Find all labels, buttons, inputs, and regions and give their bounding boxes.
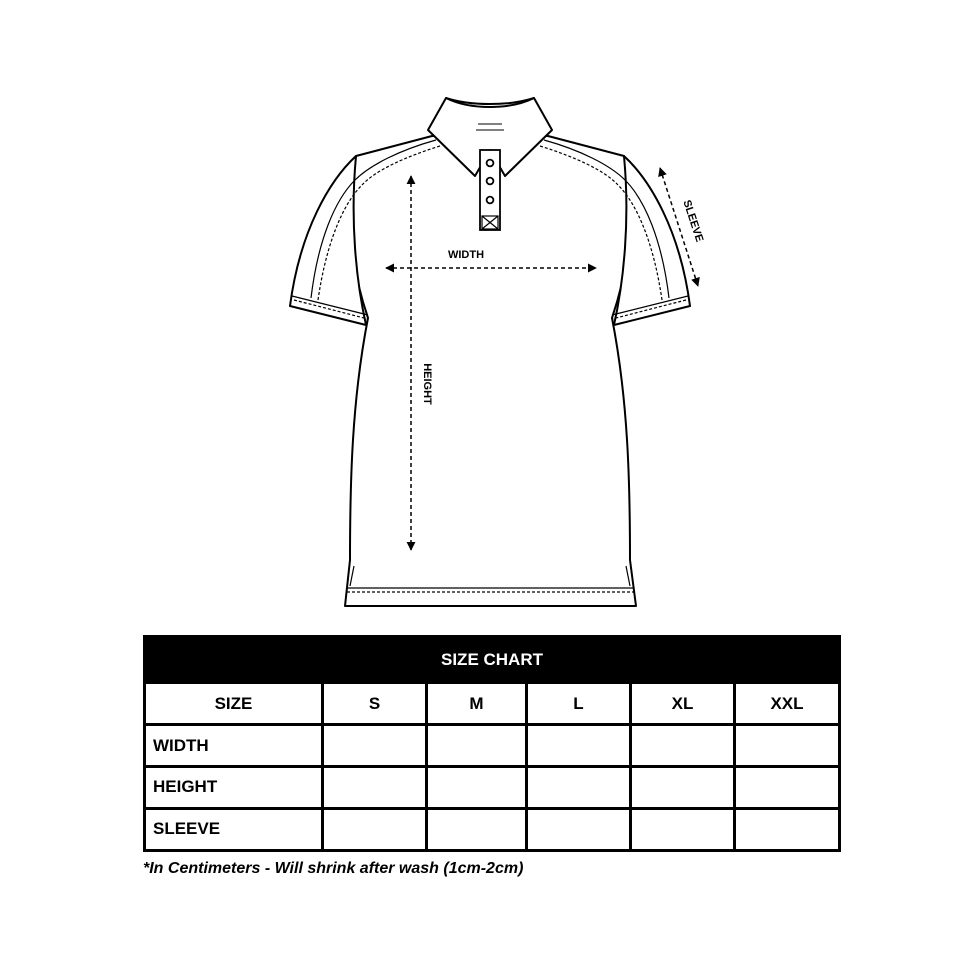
size-chart-table	[143, 635, 841, 852]
value-cell	[323, 808, 427, 850]
value-cell	[323, 725, 427, 767]
value-cell	[527, 725, 631, 767]
value-cell	[631, 808, 735, 850]
header-cell: XL	[631, 683, 735, 725]
header-cell: L	[527, 683, 631, 725]
table-row	[145, 767, 840, 809]
value-cell	[735, 725, 840, 767]
value-cell	[427, 767, 527, 809]
row-label-width: WIDTH	[145, 725, 323, 767]
value-cell	[631, 767, 735, 809]
placket	[480, 150, 500, 230]
header-cell: XXL	[735, 683, 840, 725]
height-dimension-label: HEIGHT	[421, 363, 433, 405]
value-cell	[527, 767, 631, 809]
size-chart-header-row	[145, 683, 840, 725]
value-cell	[527, 808, 631, 850]
value-cell	[735, 767, 840, 809]
table-row	[145, 808, 840, 850]
button-bottom	[487, 197, 494, 204]
size-chart-footnote: *In Centimeters - Will shrink after wash (1cm-2cm)	[143, 860, 524, 877]
button-top	[487, 160, 494, 167]
size-chart-title: SIZE CHART	[145, 637, 840, 683]
header-cell: M	[427, 683, 527, 725]
header-cell: SIZE	[145, 683, 323, 725]
value-cell	[323, 767, 427, 809]
header-cell: S	[323, 683, 427, 725]
value-cell	[427, 808, 527, 850]
row-label-height: HEIGHT	[145, 767, 323, 809]
row-label-sleeve: SLEEVE	[145, 808, 323, 850]
value-cell	[631, 725, 735, 767]
sleeve-dimension-label: SLEEVE	[680, 198, 706, 244]
value-cell	[427, 725, 527, 767]
width-dimension-label: WIDTH	[447, 249, 485, 261]
button-middle	[487, 178, 494, 185]
table-row	[145, 725, 840, 767]
value-cell	[735, 808, 840, 850]
